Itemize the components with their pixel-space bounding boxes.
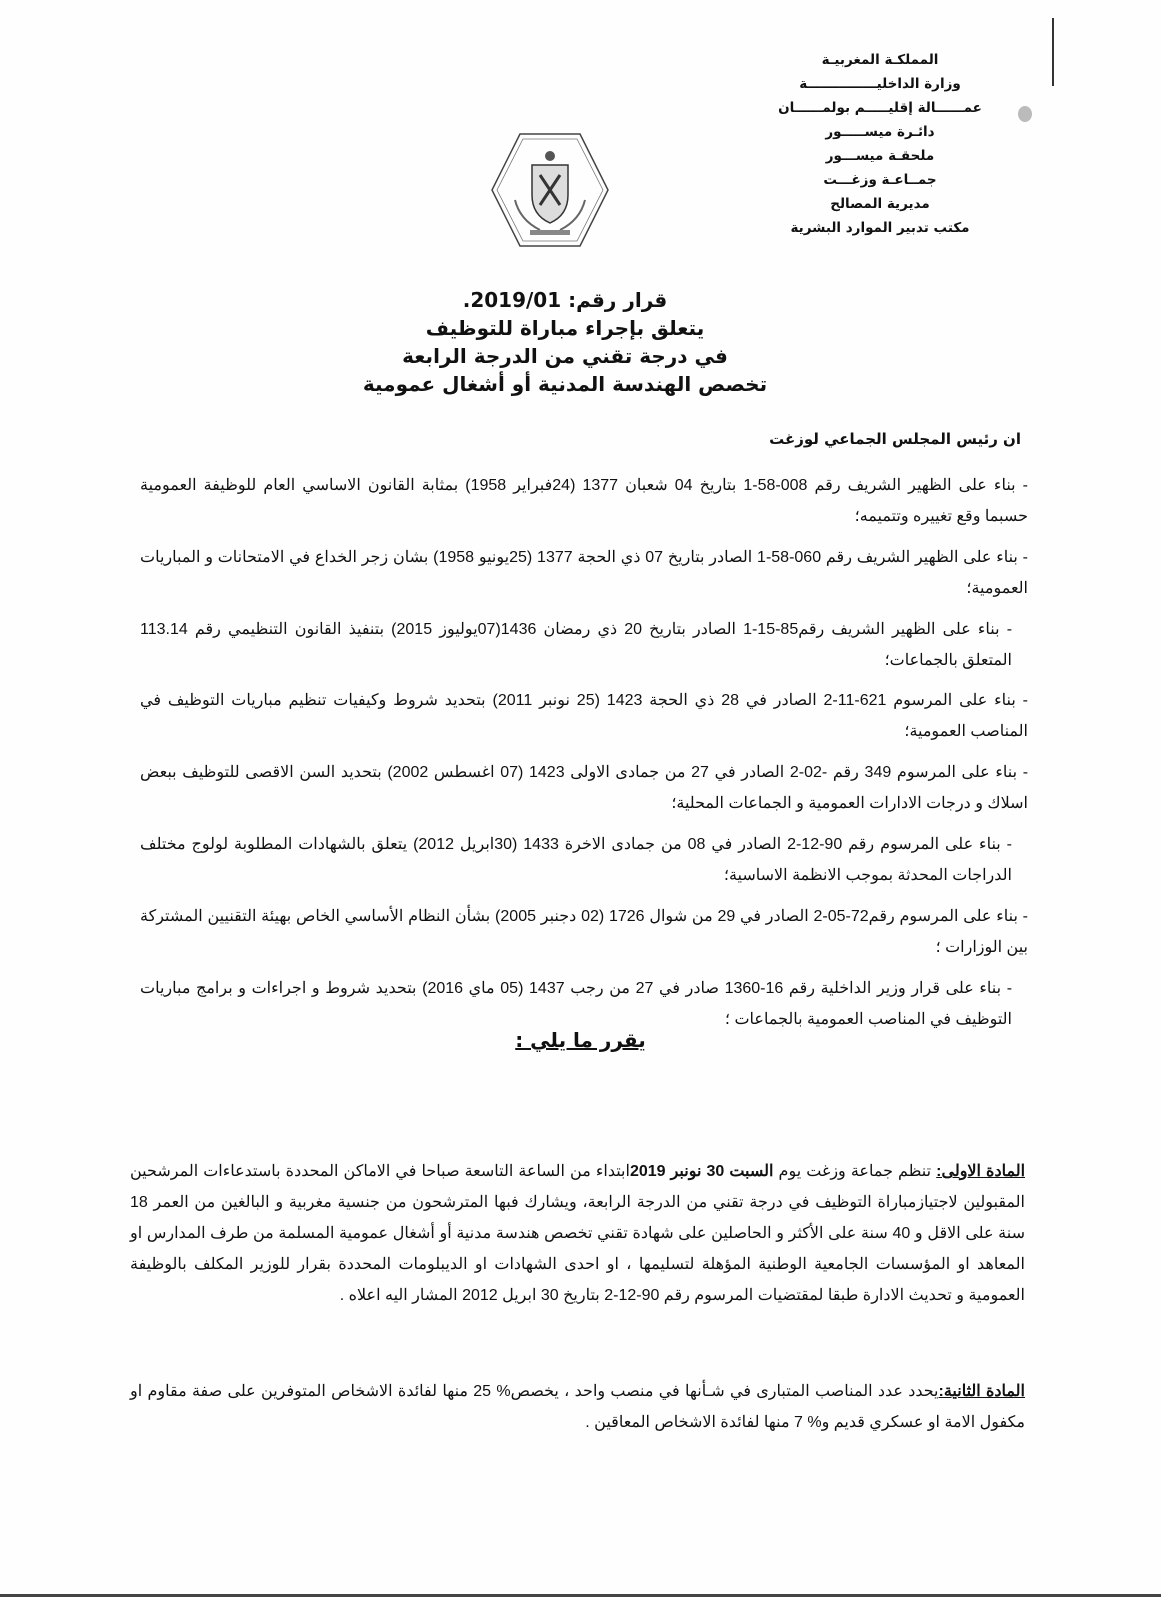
consideration: - بناء على الظهير الشريف رقم 008-58-1 بتاريخ 04 شعبان 1377 (24فبراير 1958) بمثابة القانون الاساسي العام للوظيفة العمومية حسبما وقع تغييره وتتميمه؛ [140,477,1028,525]
title-line: قرار رقم: 2019/01. [462,288,668,312]
article-2 [130,1376,1025,1438]
letterhead-line: مكتب تدبير الموارد البشرية [790,220,970,236]
title-line: تخصص الهندسة المدنية أو أشغال عمومية [362,372,768,396]
consideration: - بناء على المرسوم رقم 90-12-2 الصادر في 08 من جمادى الاخرة 1433 (30ابريل 2012) يتعلق بالشهادات المطلوبة لولوج مختلف الدراجات المحدثة بموجب الانظمة الاساسية؛ [140,836,1012,884]
consideration: - بناء على الظهير الشريف رقم 060-58-1 الصادر بتاريخ 07 ذي الحجة 1377 (25يونيو 1958) بشان زجر الخداع في الامتحانات و المباريات العمومية؛ [140,549,1029,597]
letterhead-line: عمــــــالة إقليـــــم بولمــــــان [778,100,982,116]
consideration: - بناء على الظهير الشريف رقم85-15-1 الصادر بتاريخ 20 ذي رمضان 1436(07يوليوز 2015) بتنفيذ القانون التنظيمي رقم 113.14 المتعلق بالجماعات؛ [140,621,1013,669]
commune-emblem-icon [490,130,610,250]
consideration: - بناء على المرسوم رقم72-05-2 الصادر في 29 من شوال 1726 (02 دجنبر 2005) بشأن النظام الأساسي الخاص بهيئة التقنيين المشتركة بين الوزارات ؛ [140,908,1029,956]
letterhead [735,48,1025,240]
article-text: ابتداء من الساعة التاسعة صباحا في الاماكن المحددة باستدعاءات المرشحين المقبولين لاجتيازمباراة التوظيف في درجة تقني من الدرجة الرابعة، ويشارك فبها المترشحون من جنسية مغربية و البالغين من العمر 18 سنة على الاقل و 40 سنة على الأكثر و الحاصلين على شهادة تقني تخصص هندسة مدنية أو أشغال عمومية المسلمة من طرف المدارس او المعاهد او المؤسسات الجامعية الوطنية المؤهلة لتسليمها ، او احدى الشهادات او الديبلومات المحددة بقرار للوزير المكلف بالوظيفة العمومية و تحديث الادارة طبقا لمقتضيات المرسوم رقم 90-12-2 بتاريخ 30 ابريل 2012 المشار اليه اعلاه . [130,1163,1025,1304]
letterhead-line: ملحقـة ميســـور [825,148,935,164]
article-text: يحدد عدد المناصب المتبارى في شـأنها في منصب واحد ، يخصص% 25 منها لفائدة الاشخاص المتوفرين على صفة مقاوم او مكفول الامة او عسكري قديم و% 7 منها لفائدة الاشخاص المعاقين . [130,1383,1025,1431]
letterhead-line: جمــاعـة وزغـــت [823,172,937,188]
article-1 [130,1156,1025,1311]
intro-line: ان رئيس المجلس الجماعي لوزغت [769,430,1021,448]
scan-edge [0,1594,1161,1597]
scan-mark [1052,18,1054,86]
title-line: في درجة تقني من الدرجة الرابعة [402,344,728,368]
letterhead-line: وزارة الداخليـــــــــــــــة [799,76,961,92]
decision-heading [0,1028,1161,1052]
letterhead-line: دائـرة ميســـــور [825,124,935,140]
consideration: - بناء على قرار وزير الداخلية رقم 16-1360 صادر في 27 من رجب 1437 (05 ماي 2016) بتحديد شروط و اجراءات و برامج مباريات التوظيف في المناصب العمومية بالجماعات ؛ [140,980,1013,1028]
decision-title [150,286,980,398]
article-label: المادة الثانية: [938,1383,1025,1400]
letterhead-line: مديرية المصالح [830,196,930,212]
consideration: - بناء على المرسوم 349 رقم -02-2 الصادر في 27 من جمادى الاولى 1423 (07 اغسطس 2002) بتحديد السن الاقصى للتوظيف ببعض اسلاك و درجات الادارات العمومية و الجماعات المحلية؛ [140,764,1029,812]
article-text: تنظم جماعة وزغت يوم [773,1163,937,1180]
consideration: - بناء على المرسوم 621-11-2 الصادر في 28 ذي الحجة 1423 (25 نونبر 2011) بتحديد شروط وكيفيات تنظيم مباريات التوظيف في المناصب العمومية؛ [140,692,1029,740]
letterhead-line: المملكـة المغربيـة [821,52,939,68]
article-label: المادة الاولى: [936,1163,1026,1180]
title-line: يتعلق بإجراء مباراة للتوظيف [425,316,705,340]
exam-date: السبت 30 نونبر 2019 [629,1163,774,1180]
decision-heading-text: يقرر ما يلي : [515,1028,646,1052]
